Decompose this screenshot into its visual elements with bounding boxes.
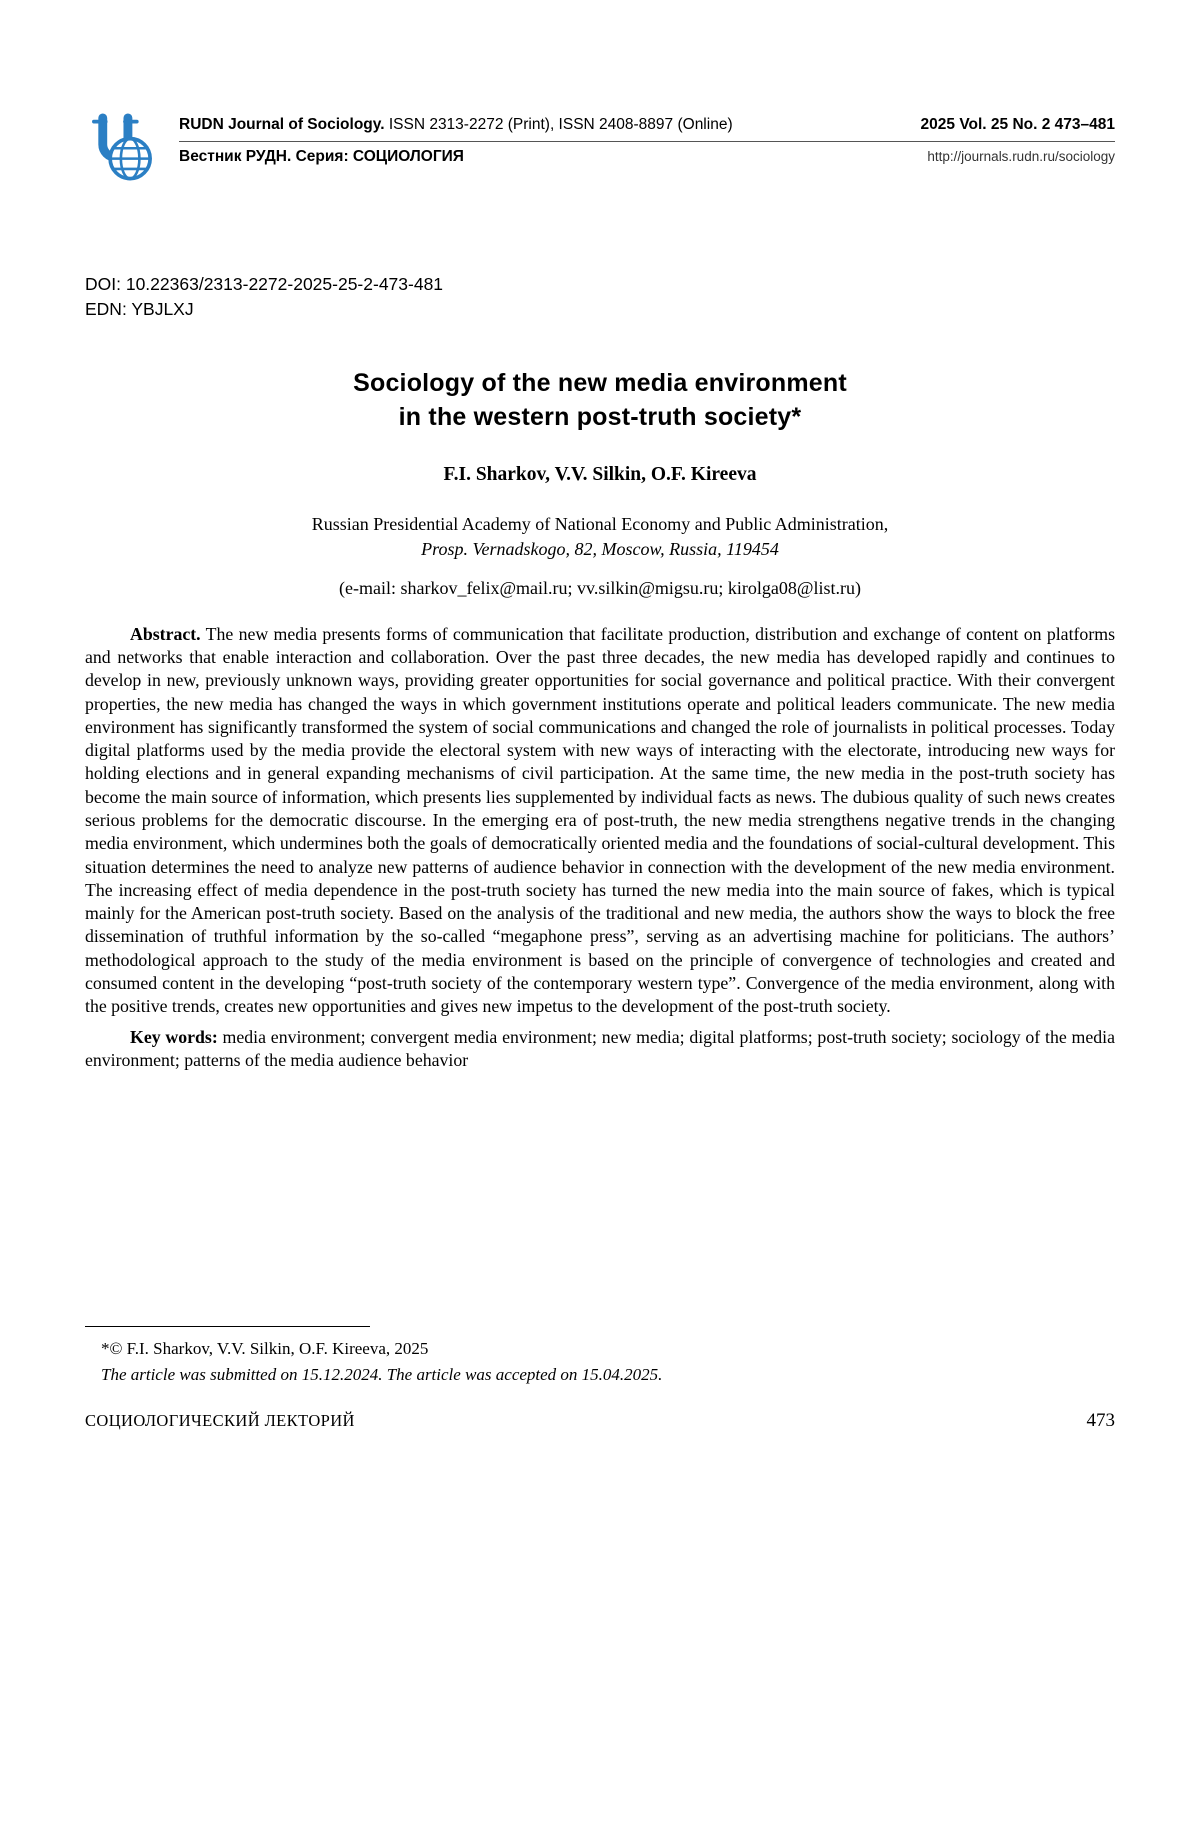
keywords-text: media environment; convergent media environment; new media; digital platforms; post-truth society; sociology of the media environment; patterns of the media audience behavior bbox=[85, 1026, 1115, 1070]
journal-title-en bbox=[179, 116, 733, 134]
footnote-copyright: *© F.I. Sharkov, V.V. Silkin, O.F. Kireeva, 2025 bbox=[101, 1339, 429, 1358]
article-meta bbox=[0, 272, 1200, 323]
footnote-divider bbox=[85, 1326, 370, 1327]
keywords-paragraph bbox=[85, 1026, 1115, 1073]
rudn-logo bbox=[85, 112, 159, 186]
article-title-line1: Sociology of the new media environment bbox=[353, 368, 847, 397]
abstract-text: The new media presents forms of communication that facilitate production, distribution and exchange of content on platforms and networks that enable interaction and collaboration. Over the past three decades, the new media has developed rapidly and continues to develop in new, previously unknown ways, providing greater opportunities for social governance and political practice. With their convergent properties, the new media has changed the ways in which government institutions operate and political leaders communicate. The new media environment has significantly transformed the system of social communications and changed the role of journalists in political processes. Today digital platforms used by the media provide the electoral system with new ways of interacting with the electorate, introducing new ways for holding elections and in general expanding mechanisms of civil participation. At the same time, the new media in the post-truth society has become the main source of information, which presents lies supplemented by individual facts as news. The dubious quality of such news creates serious problems for the democratic discourse. In the emerging era of post-truth, the new media strengthens negative trends in the changing media environment, which undermines both the goals of democratically oriented media and the foundations of social-cultural development. This situation determines the need to analyze new patterns of audience behavior in connection with the development of the new media environment. The increasing effect of media dependence in the post-truth society has turned the new media into the main source of fakes, which is typical mainly for the American post-truth society. Based on the analysis of the traditional and new media, the authors show the ways to block the free dissemination of truthful information by the so-called “megaphone press”, serving as an advertising machine for politicians. The authors’ methodological approach to the study of the media environment is based on the principle of convergence of technologies and created and consumed content in the developing “post-truth society of the contemporary western type”. Convergence of the media environment, along with the positive trends, creates new opportunities and gives new impetus to the development of the post-truth society. bbox=[85, 623, 1115, 1017]
footer-page-number: 473 bbox=[1086, 1410, 1115, 1431]
edn: EDN: YBJLXJ bbox=[85, 299, 194, 320]
journal-url: http://journals.rudn.ru/sociology bbox=[927, 149, 1115, 164]
authors: F.I. Sharkov, V.V. Silkin, O.F. Kireeva bbox=[443, 464, 757, 486]
doi: DOI: 10.22363/2313-2272-2025-25-2-473-481 bbox=[85, 274, 444, 294]
footnote bbox=[85, 1326, 1115, 1389]
abstract-label: Abstract. bbox=[130, 623, 201, 644]
header-text bbox=[179, 116, 1115, 166]
rudn-logo-icon bbox=[85, 112, 159, 186]
footer-section-title: СОЦИОЛОГИЧЕСКИЙ ЛЕКТОРИЙ bbox=[85, 1411, 355, 1430]
page-footer bbox=[85, 1410, 1115, 1432]
keywords-label: Key words: bbox=[130, 1026, 218, 1047]
article-title bbox=[0, 367, 1200, 435]
article-title-line2: in the western post-truth society* bbox=[398, 402, 802, 431]
volume-issue: 2025 Vol. 25 No. 2 473–481 bbox=[920, 116, 1115, 133]
affiliation-name: Russian Presidential Academy of National Economy and Public Administration, bbox=[311, 514, 889, 535]
footnote-dates: The article was submitted on 15.12.2024. The article was accepted on 15.04.2025. bbox=[101, 1365, 663, 1385]
header-row-1 bbox=[179, 116, 1115, 142]
header-row-2 bbox=[179, 142, 1115, 166]
journal-issn: ISSN 2313-2272 (Print), ISSN 2408-8897 (Online) bbox=[384, 116, 733, 133]
affiliation-address: Prosp. Vernadskogo, 82, Moscow, Russia, 119454 bbox=[421, 539, 779, 560]
journal-title-bold: RUDN Journal of Sociology. bbox=[179, 116, 385, 133]
affiliation bbox=[0, 512, 1200, 562]
abstract-paragraph bbox=[85, 623, 1115, 1019]
journal-header bbox=[0, 0, 1200, 186]
email-line: (e-mail: sharkov_felix@mail.ru; vv.silkin@migsu.ru; kirolga08@list.ru) bbox=[339, 577, 861, 598]
journal-title-ru: Вестник РУДН. Серия: СОЦИОЛОГИЯ bbox=[179, 148, 464, 165]
